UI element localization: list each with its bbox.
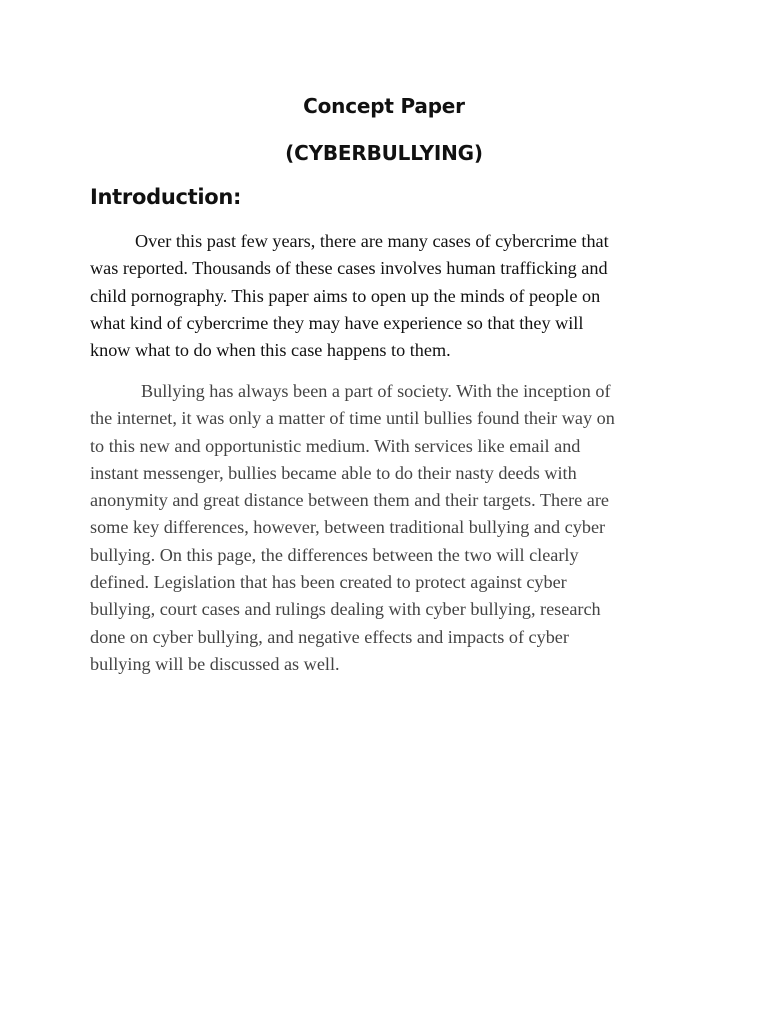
paragraph-1 [90, 228, 682, 364]
paragraph-2 [90, 378, 682, 678]
paragraph-line: know what to do when this case happens to them. [90, 340, 451, 361]
paragraph-line: instant messenger, bullies became able to do their nasty deeds with [90, 462, 577, 483]
page-subtitle: (CYBERBULLYING) [285, 141, 483, 165]
paragraph-line: bullying, court cases and rulings dealing with cyber bullying, research [90, 599, 601, 620]
paragraph-line: bullying. On this page, the differences between the two will clearly [90, 544, 579, 565]
paragraph-line: to this new and opportunistic medium. With services like email and [90, 435, 581, 456]
paragraph-line: defined. Legislation that has been created to protect against cyber [90, 572, 567, 593]
paragraph-line: bullying will be discussed as well. [90, 653, 340, 674]
paragraph-line: Over this past few years, there are many cases of cybercrime that [135, 231, 609, 251]
page-title: Concept Paper [303, 94, 465, 118]
paragraph-line: the internet, it was only a matter of time until bullies found their way on [90, 408, 615, 429]
paragraph-line: anonymity and great distance between them and their targets. There are [90, 490, 609, 511]
paragraph-line: what kind of cybercrime they may have experience so that they will [90, 312, 584, 333]
paragraph-line: was reported. Thousands of these cases involves human trafficking and [90, 258, 608, 279]
section-heading-introduction: Introduction: [90, 185, 242, 209]
paragraph-line: Bullying has always been a part of society. With the inception of [141, 381, 611, 401]
paragraph-line: child pornography. This paper aims to open up the minds of people on [90, 285, 601, 306]
paragraph-line: done on cyber bullying, and negative effects and impacts of cyber [90, 626, 569, 647]
paragraph-line: some key differences, however, between traditional bullying and cyber [90, 517, 606, 538]
